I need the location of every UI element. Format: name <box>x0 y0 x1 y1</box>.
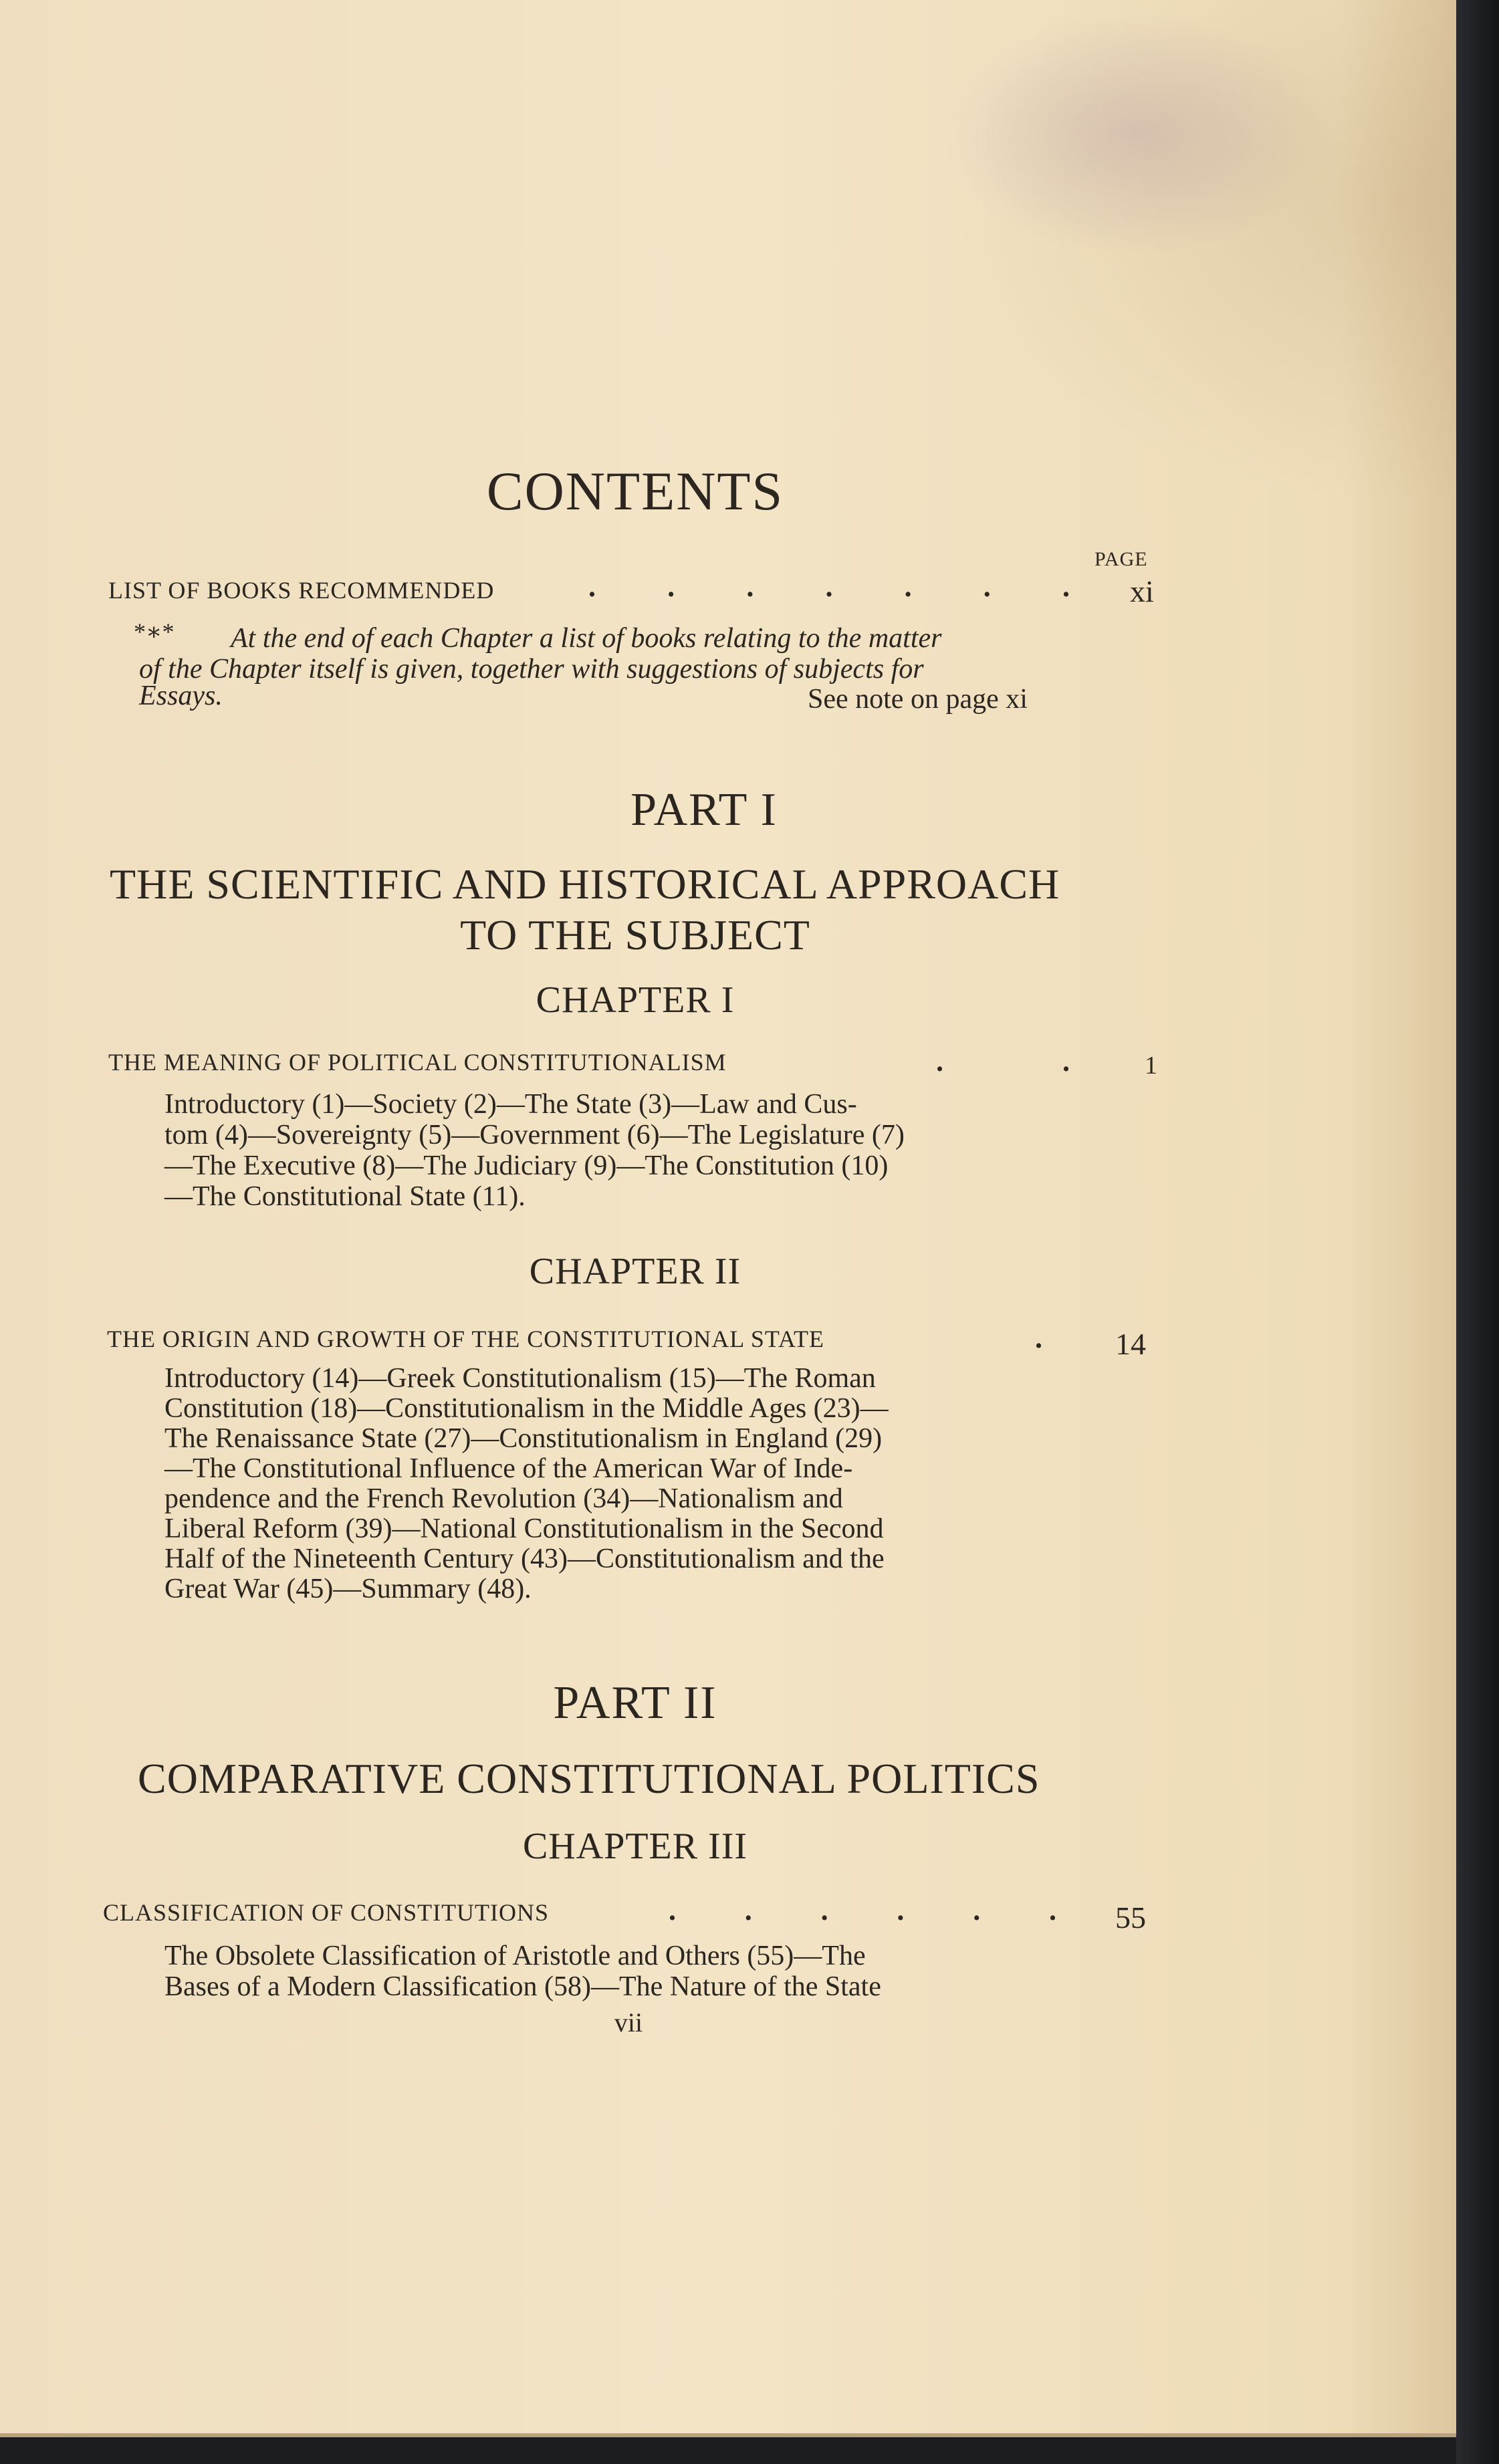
toc-entry-chapter-2: THE ORIGIN AND GROWTH OF THE CONSTITUTIONAL STATE <box>107 1326 825 1352</box>
page-number: 14 <box>1115 1327 1146 1361</box>
part-title: COMPARATIVE CONSTITUTIONAL POLITICS <box>138 1755 1040 1802</box>
leader-dots: . . . . . . <box>669 1894 1056 1927</box>
part-heading: PART II <box>553 1677 717 1729</box>
toc-entry-list-of-books: LIST OF BOOKS RECOMMENDED <box>108 577 495 604</box>
leader-dots: . . <box>936 1045 1070 1078</box>
chapter-heading: CHAPTER I <box>536 979 735 1021</box>
chapter-heading: CHAPTER III <box>522 1826 748 1867</box>
toc-entry-chapter-1: THE MEANING OF POLITICAL CONSTITUTIONALISM <box>108 1049 727 1076</box>
chapter-summary-line: Half of the Nineteenth Century (43)—Constitutionalism and the <box>164 1544 885 1574</box>
toc-entry-chapter-3: CLASSIFICATION OF CONSTITUTIONS <box>103 1899 550 1926</box>
chapter-summary-line: Bases of a Modern Classification (58)—The Nature of the State <box>164 1971 881 2002</box>
note-line: At the end of each Chapter a list of books relating to the matter <box>231 623 942 654</box>
contents-heading: CONTENTS <box>486 461 784 521</box>
note-line: of the Chapter itself is given, together with suggestions of subjects for <box>139 654 924 685</box>
chapter-summary-line: Introductory (1)—Society (2)—The State (3)—Law and Cus- <box>164 1089 857 1120</box>
page-number: 1 <box>1145 1052 1157 1080</box>
part-title: TO THE SUBJECT <box>460 911 810 959</box>
chapter-summary-line: Constitution (18)—Constitutionalism in the Middle Ages (23)— <box>164 1393 889 1424</box>
chapter-summary-line: Great War (45)—Summary (48). <box>164 1574 532 1604</box>
page-number: 55 <box>1115 1900 1146 1935</box>
chapter-summary-line: The Obsolete Classification of Aristotle and Others (55)—The <box>164 1941 866 1971</box>
chapter-summary-line: —The Executive (8)—The Judiciary (9)—The Constitution (10) <box>164 1150 889 1181</box>
page-column-label: PAGE <box>1094 548 1148 570</box>
chapter-summary-line: The Renaissance State (27)—Constitutionalism in England (29) <box>164 1423 883 1454</box>
asterism: *∗* <box>134 618 175 645</box>
leader-dots: . <box>1035 1322 1042 1354</box>
chapter-summary-line: —The Constitutional Influence of the American War of Inde- <box>164 1453 853 1484</box>
book-cover-edge <box>1456 0 1499 2464</box>
chapter-summary-line: Liberal Reform (39)—National Constitutionalism in the Second <box>164 1513 884 1544</box>
page-number: xi <box>1130 574 1154 608</box>
note-reference: See note on page xi <box>808 684 1028 715</box>
leader-dots: . . . . . . . <box>588 570 1070 603</box>
note-line: Essays. <box>139 681 223 711</box>
chapter-summary-line: Introductory (14)—Greek Constitutionalism (15)—The Roman <box>164 1363 876 1394</box>
chapter-summary-line: tom (4)—Sovereignty (5)—Government (6)—The Legislature (7) <box>164 1120 905 1150</box>
part-title: THE SCIENTIFIC AND HISTORICAL APPROACH <box>110 860 1060 908</box>
part-heading: PART I <box>630 784 778 836</box>
folio: vii <box>614 2007 643 2038</box>
chapter-heading: CHAPTER II <box>529 1251 741 1292</box>
chapter-summary-line: pendence and the French Revolution (34)—Nationalism and <box>164 1483 843 1514</box>
chapter-summary-line: —The Constitutional State (11). <box>164 1181 526 1212</box>
